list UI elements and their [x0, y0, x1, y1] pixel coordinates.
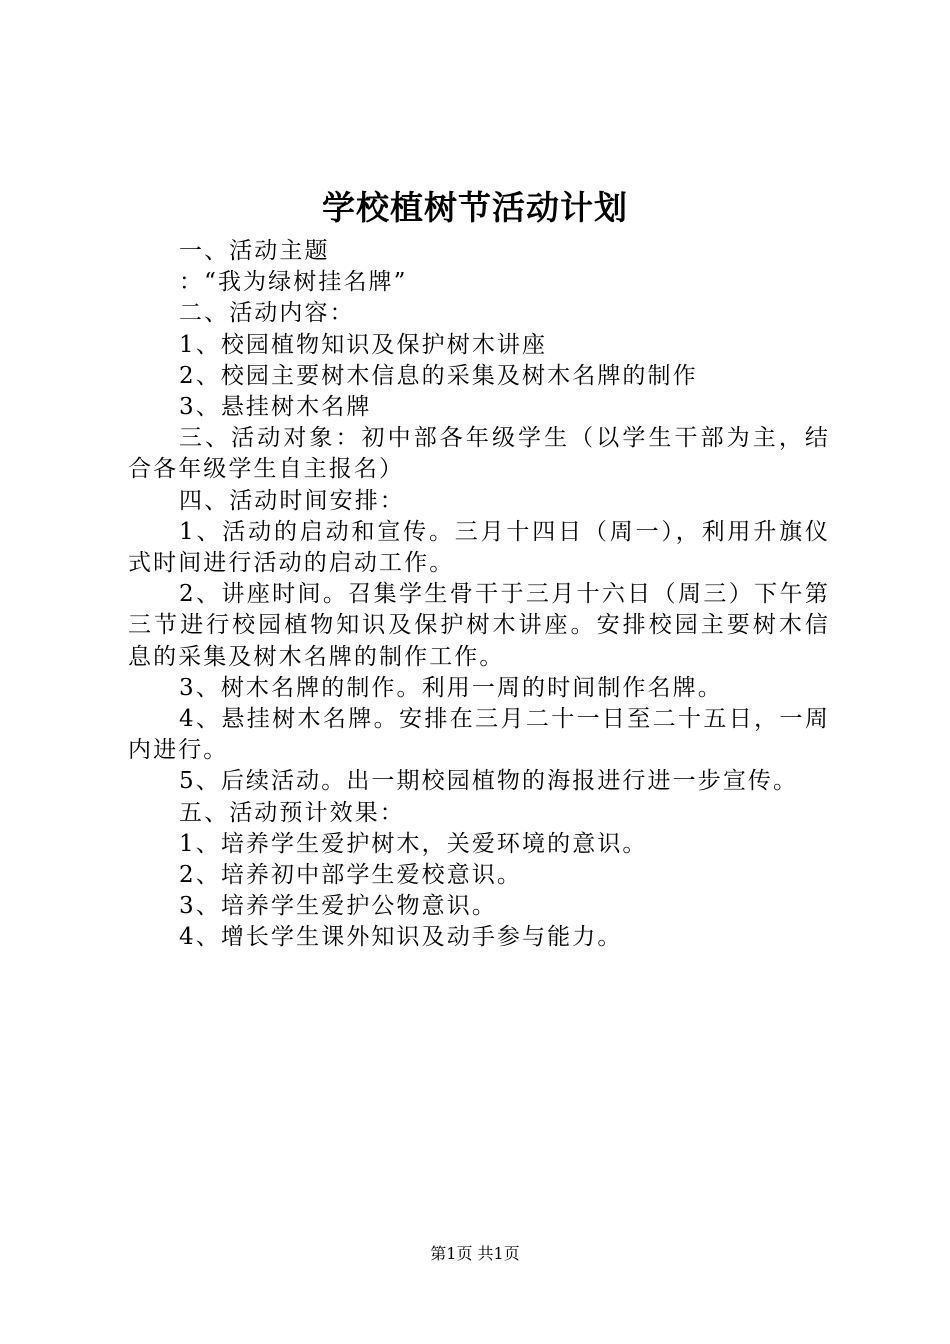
paragraph-section-3-audience: 三、活动对象：初中部各年级学生（以学生干部为主，结合各年级学生自主报名） — [128, 425, 830, 483]
paragraph-effect-item: 2、培养初中部学生爱校意识。 — [179, 862, 523, 889]
paragraph-schedule-item: 5、后续活动。出一期校园植物的海报进行进一步宣传。 — [179, 768, 799, 795]
paragraph-theme: ：“我为绿树挂名牌” — [179, 269, 408, 296]
paragraph-section-1-heading: 一、活动主题 — [179, 238, 330, 264]
paragraph-schedule-item: 3、树木名牌的制作。利用一周的时间制作名牌。 — [179, 674, 723, 701]
paragraph-content-item: 2、校园主要树木信息的采集及树木名牌的制作 — [179, 362, 698, 389]
paragraph-section-2-heading: 二、活动内容： — [179, 300, 355, 327]
paragraph-effect-item: 4、增长学生课外知识及动手参与能力。 — [179, 924, 623, 951]
paragraph-effect-item: 3、培养学生爱护公物意识。 — [179, 893, 497, 920]
paragraph-effect-item: 1、培养学生爱护树木，关爱环境的意识。 — [179, 830, 648, 857]
paragraph-content-item: 3、悬挂树木名牌 — [179, 394, 372, 421]
paragraph-schedule-item: 2、讲座时间。召集学生骨干于三月十六日（周三）下午第三节进行校园植物知识及保护树木讲座。安排校园主要树木信息的采集及树木名牌的制作工作。 — [128, 581, 830, 670]
paragraph-section-4-heading: 四、活动时间安排： — [179, 487, 405, 514]
paragraph-schedule-item: 4、悬挂树木名牌。安排在三月二十一日至二十五日，一周内进行。 — [128, 706, 830, 764]
page-number-footer: 第1页 共1页 — [430, 1244, 520, 1263]
paragraph-content-item: 1、校园植物知识及保护树木讲座 — [179, 331, 548, 358]
document-body — [128, 236, 830, 954]
paragraph-schedule-item: 1、活动的启动和宣传。三月十四日（周一），利用升旗仪式时间进行活动的启动工作。 — [128, 518, 830, 577]
paragraph-section-5-heading: 五、活动预计效果： — [179, 799, 405, 826]
document-title: 学校植树节活动计划 — [322, 188, 628, 227]
